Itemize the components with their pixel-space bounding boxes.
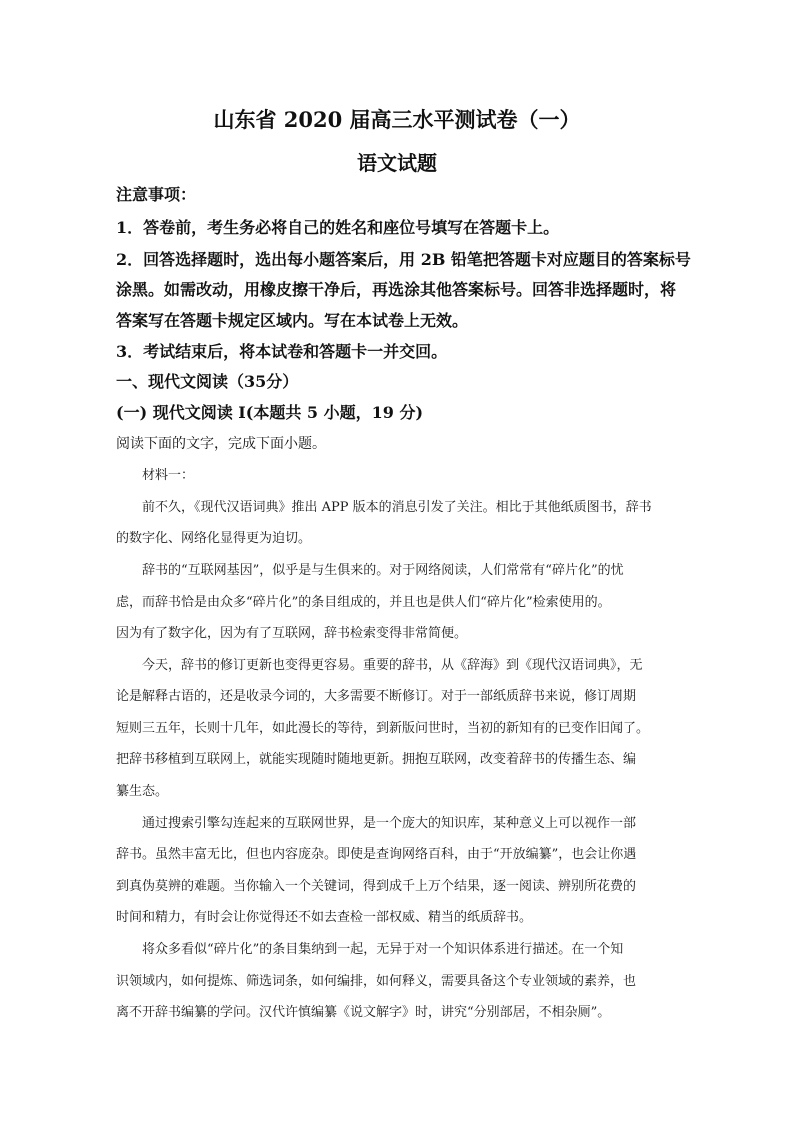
paragraph-3-line-2: 论是解释古语的，还是收录今词的，大多需要不断修订。对于一部纸质辞书来说，修订周期 xyxy=(116,689,637,704)
paragraph-4-line-4: 时间和精力，有时会让你觉得还不如去查检一部权威、精当的纸质辞书。 xyxy=(116,910,533,925)
subsection-heading: (一) 现代文阅读 I(本题共 5 小题，19 分) xyxy=(116,403,424,422)
notice-item-1: 1．答卷前，考生务必将自己的姓名和座位号填写在答题卡上。 xyxy=(116,218,560,237)
paragraph-4-line-3: 到真伪莫辨的难题。当你输入一个关键词，得到成千上万个结果，逐一阅读、辨别所花费的 xyxy=(116,879,637,894)
material-label: 材料一： xyxy=(142,468,195,483)
paragraph-1-line-2: 的数字化、网络化显得更为迫切。 xyxy=(116,531,312,546)
notice-item-2-line-2: 涂黑。如需改动，用橡皮擦干净后，再选涂其他答案标号。回答非选择题时，将 xyxy=(116,280,677,299)
paragraph-2-line-2: 虑，而辞书恰是由众多“碎片化”的条目组成的，并且也是供人们“碎片化”检索使用的。 xyxy=(116,595,611,610)
page-subtitle: 语文试题 xyxy=(357,151,437,175)
paragraph-2-line-3: 因为有了数字化，因为有了互联网，辞书检索变得非常简便。 xyxy=(116,626,468,641)
paragraph-2-line-1: 辞书的“互联网基因”，似乎是与生俱来的。对于网络阅读，人们常常有“碎片化”的忧 xyxy=(142,563,624,578)
notice-item-2-line-3: 答案写在答题卡规定区域内。写在本试卷上无效。 xyxy=(116,311,469,330)
paragraph-3-line-4: 把辞书移植到互联网上，就能实现随时随地更新。拥抱互联网，改变着辞书的传播生态、编 xyxy=(116,752,637,767)
paragraph-3-line-1: 今天，辞书的修订更新也变得更容易。重要的辞书，从《辞海》到《现代汉语词典》，无 xyxy=(142,658,643,673)
paragraph-4-line-2: 辞书。虽然丰富无比，但也内容庞杂。即使是查询网络百科，由于“开放编纂”，也会让你遇 xyxy=(116,847,637,862)
reading-instruction: 阅读下面的文字，完成下面小题。 xyxy=(116,436,326,452)
paragraph-5-line-2: 识领域内，如何提炼、筛选词条，如何编排，如何释义，需要具备这个专业领域的素养，也 xyxy=(116,974,637,989)
paragraph-3-line-3: 短则三五年，长则十几年，如此漫长的等待，到新版问世时，当初的新知有的已变作旧闻了。 xyxy=(116,721,650,736)
paragraph-1-line-1: 前不久，《现代汉语词典》推出 APP 版本的消息引发了关注。相比于其他纸质图书，辞书 xyxy=(142,500,652,515)
paragraph-3-line-5: 纂生态。 xyxy=(116,784,169,799)
notice-item-2-line-1: 2．回答选择题时，选出每小题答案后，用 2B 铅笔把答题卡对应题目的答案标号 xyxy=(116,250,691,269)
notice-item-3: 3．考试结束后，将本试卷和答题卡一并交回。 xyxy=(116,342,448,361)
paragraph-5-line-3: 离不开辞书编纂的学问。汉代许慎编纂《说文解字》时，讲究“分别部居，不相杂厕”。 xyxy=(116,1005,611,1020)
notice-heading: 注意事项： xyxy=(116,185,197,204)
section-heading: 一、现代文阅读（35分） xyxy=(116,372,299,391)
paragraph-4-line-1: 通过搜索引擎勾连起来的互联网世界，是一个庞大的知识库，某种意义上可以视作一部 xyxy=(142,816,637,831)
page-title: 山东省 2020 届高三水平测试卷（一） xyxy=(213,107,581,132)
paragraph-5-line-1: 将众多看似“碎片化”的条目集纳到一起，无异于对一个知识体系进行描述。在一个知 xyxy=(142,942,624,957)
